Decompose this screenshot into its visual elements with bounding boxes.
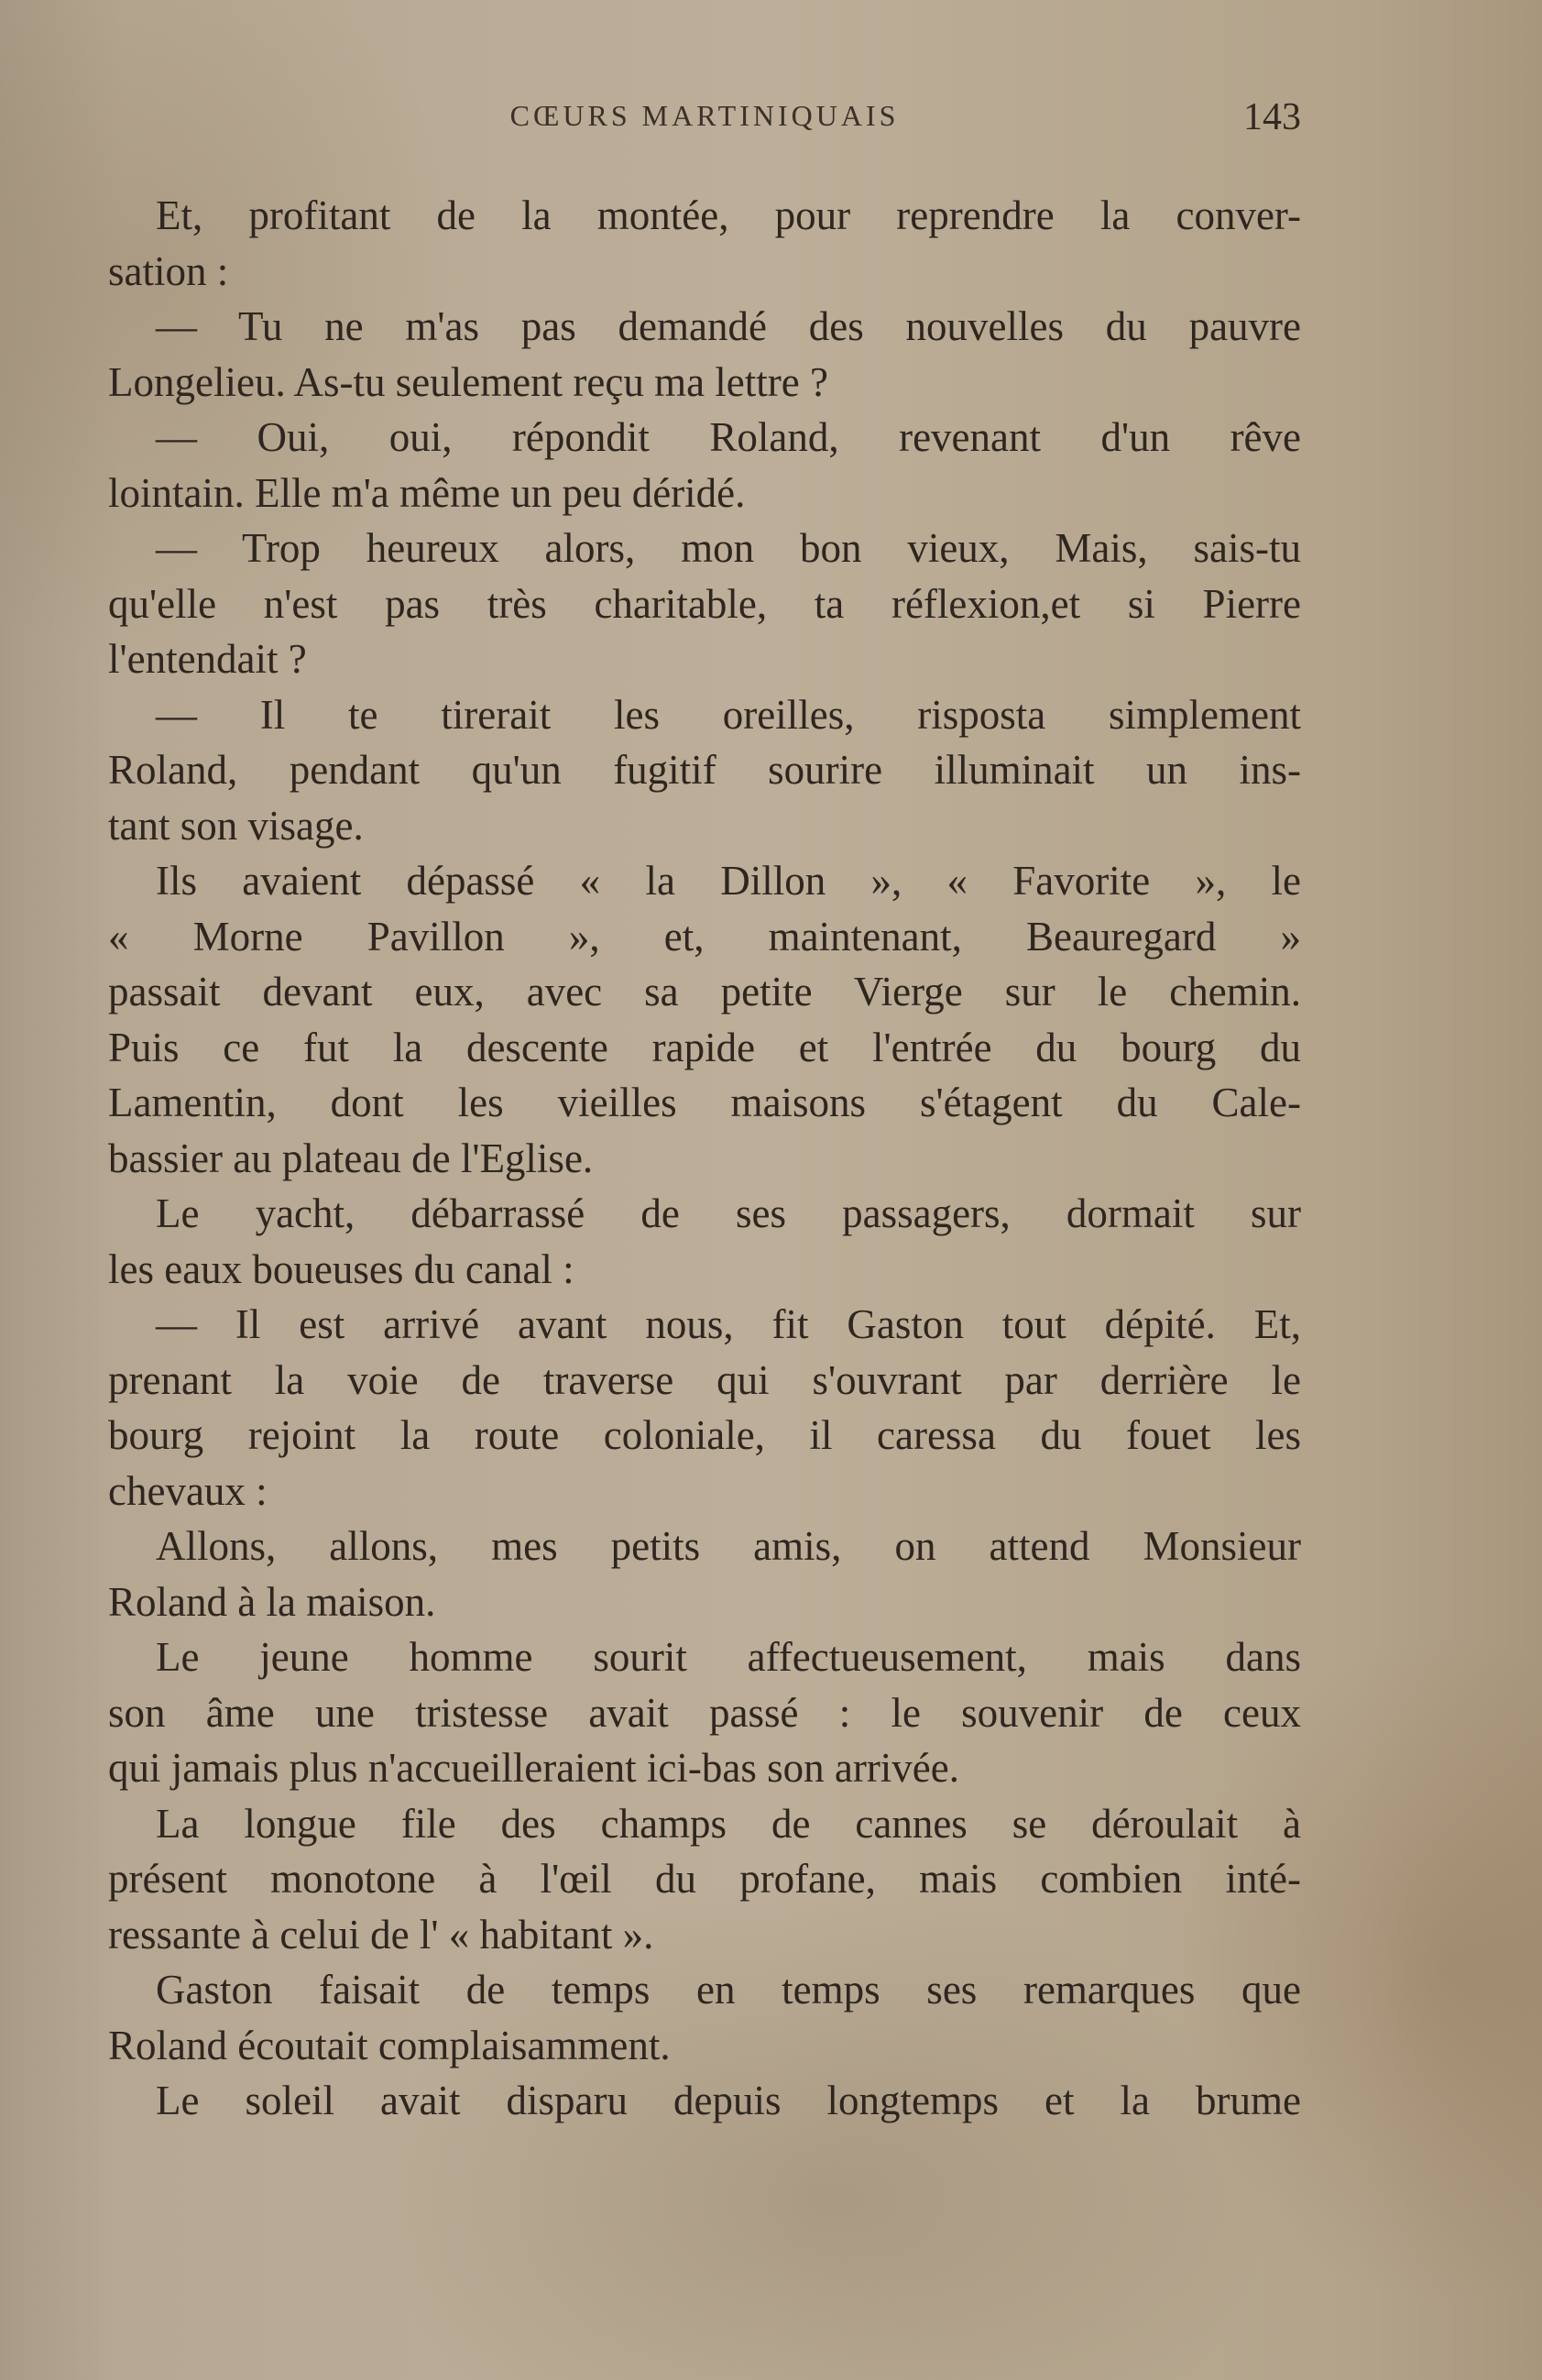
text-line: ressante à celui de l' « habitant ». (108, 1911, 654, 1958)
text-line: « Morne Pavillon », et, maintenant, Beauregard » (108, 913, 1301, 960)
text-line: Longelieu. As-tu seulement reçu ma lettre ? (108, 358, 828, 405)
text-line: — Il te tirerait les oreilles, risposta simplement (156, 691, 1301, 738)
text-line: Allons, allons, mes petits amis, on attend Monsieur (156, 1523, 1301, 1569)
text-line: passait devant eux, avec sa petite Vierge sur le chemin. (108, 969, 1301, 1015)
text-line: bassier au plateau de l'Eglise. (108, 1135, 594, 1181)
text-line: Roland écoutait complaisamment. (108, 2022, 671, 2068)
running-title: CŒURS MARTINIQUAIS (509, 99, 900, 132)
text-line: qu'elle n'est pas très charitable, ta réflexion,et si Pierre (108, 580, 1301, 627)
text-line: l'entendait ? (108, 636, 307, 682)
text-line: Roland, pendant qu'un fugitif sourire illuminait un ins- (108, 747, 1301, 793)
text-line: son âme une tristesse avait passé : le souvenir de ceux (108, 1689, 1301, 1736)
running-head (108, 96, 1301, 154)
text-line: les eaux boueuses du canal : (108, 1245, 574, 1292)
text-line: Ils avaient dépassé « la Dillon », « Favorite », le (156, 858, 1301, 904)
text-line: — Oui, oui, répondit Roland, revenant d'un rêve (156, 414, 1301, 460)
text-line: bourg rejoint la route coloniale, il caressa du fouet les (108, 1412, 1301, 1458)
text-line: Gaston faisait de temps en temps ses remarques que (156, 1967, 1301, 2013)
text-line: Et, profitant de la montée, pour reprendre la conver- (156, 192, 1301, 238)
text-line: présent monotone à l'œil du profane, mais combien inté- (108, 1856, 1301, 1902)
body-text (108, 188, 1301, 2129)
text-line: Le yacht, débarrassé de ses passagers, dormait sur (156, 1190, 1301, 1236)
text-line: sation : (108, 247, 229, 294)
text-line: qui jamais plus n'accueilleraient ici-bas son arrivée. (108, 1745, 960, 1791)
text-line: Le jeune homme sourit affectueusement, mais dans (156, 1634, 1301, 1680)
text-line: prenant la voie de traverse qui s'ouvrant par derrière le (108, 1356, 1301, 1403)
text-line: — Tu ne m'as pas demandé des nouvelles du pauvre (156, 303, 1301, 349)
text-line: chevaux : (108, 1467, 268, 1514)
page-number: 143 (1243, 96, 1301, 138)
text-line: tant son visage. (108, 802, 364, 849)
text-line: Puis ce fut la descente rapide et l'entrée du bourg du (108, 1024, 1301, 1070)
text-line: Lamentin, dont les vieilles maisons s'étagent du Cale- (108, 1080, 1301, 1125)
text-line: lointain. Elle m'a même un peu déridé. (108, 469, 746, 516)
text-line: La longue file des champs de cannes se déroulait à (156, 1800, 1301, 1847)
text-line: — Trop heureux alors, mon bon vieux, Mais, sais-tu (156, 525, 1301, 571)
text-line: Roland à la maison. (108, 1578, 436, 1625)
text-line: Le soleil avait disparu depuis longtemps et la brume (156, 2078, 1301, 2123)
text-line: — Il est arrivé avant nous, fit Gaston tout dépité. Et, (156, 1301, 1301, 1347)
